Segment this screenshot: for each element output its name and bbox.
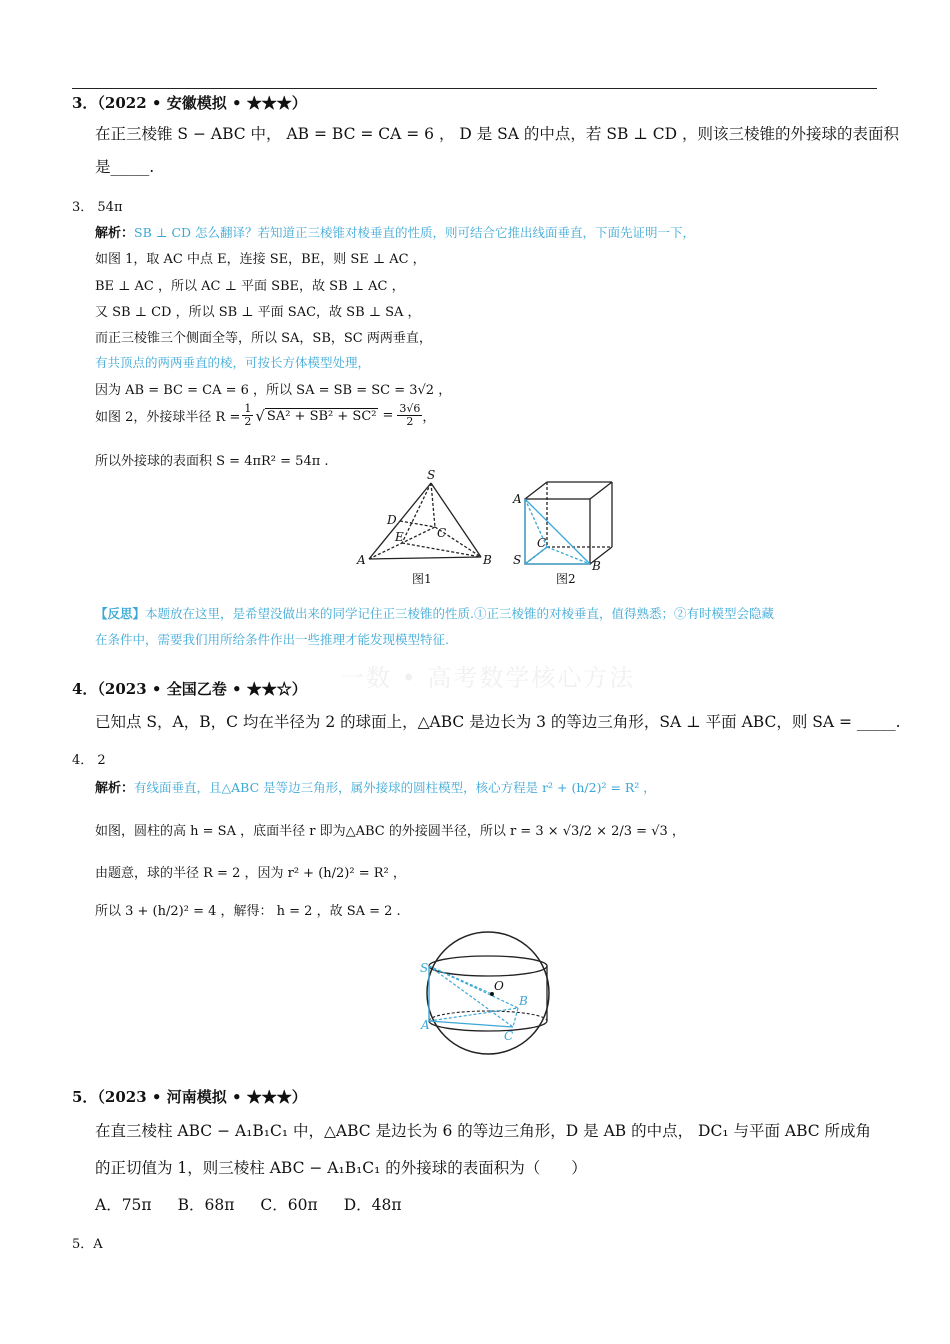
q3-area-line: 所以外接球的表面积 S = 4πR² = 54π . — [95, 454, 329, 469]
q4-solution-hint-line — [95, 777, 656, 796]
q3-solution-line2: BE ⊥ AC ，所以 AC ⊥ 平面 SBE，故 SB ⊥ AC ， — [95, 279, 405, 294]
fig2-caption: 图2 — [556, 572, 576, 586]
q3-equal-sign: = — [382, 408, 394, 423]
q5-stem-line1: 在直三棱柱 ABC − A₁B₁C₁ 中，△ABC 是边长为 6 的等边三角形，D 是 AB 的中点， DC₁ 与平面 ABC 所成角 — [95, 1122, 872, 1140]
q3-reflect-text1: 本题放在这里，是希望没做出来的同学记住正三棱锥的性质.①正三棱锥的对棱垂直，值得熟悉；②有时模型会隐藏 — [145, 606, 774, 621]
q5-option-d: D．48π — [343, 1196, 402, 1214]
fig1-label-S: S — [427, 468, 436, 482]
fig2-label-S: S — [513, 553, 522, 567]
q3-solution-line1: 如图 1，取 AC 中点 E，连接 SE，BE，则 SE ⊥ AC ， — [95, 252, 426, 267]
q3-frac-radius — [397, 403, 422, 428]
q4-stem-line1: 已知点 S，A，B，C 均在半径为 2 的球面上，△ABC 是边长为 3 的等边三角形，SA ⊥ 平面 ABC，则 SA = _____. — [95, 713, 901, 731]
fig1-label-E: E — [395, 530, 404, 544]
q3-radius-line — [95, 403, 435, 428]
q4-solution-line1: 如图，圆柱的高 h = SA ，底面半径 r 即为△ABC 的外接圆半径，所以 r = 3 × √3/2 × 2/3 = √3 ， — [95, 824, 685, 839]
watermark: 一数 • 高考数学核心方法 — [340, 664, 636, 692]
q3-frac-half-num: 1 — [244, 402, 252, 415]
fig2-label-C: C — [537, 536, 547, 550]
fig2-label-A: A — [513, 492, 522, 506]
q3-answer: 3． 54π — [72, 200, 123, 215]
figure1-tetrahedron — [355, 465, 505, 590]
fig1-label-D: D — [387, 513, 397, 527]
q3-solution-line4: 而正三棱锥三个侧面全等，所以 SA，SB，SC 两两垂直， — [95, 331, 432, 346]
q3-solution-label: 解析： — [95, 226, 135, 241]
q3-solution-line3: 又 SB ⊥ CD ，所以 SB ⊥ 平面 SAC，故 SB ⊥ SA ， — [95, 305, 421, 320]
sphere-label-S: S — [420, 961, 429, 975]
figure2-cube — [510, 475, 625, 590]
q5-option-c: C．60π — [260, 1196, 318, 1214]
q4-solution-line3: 所以 3 + (h/2)² = 4 ，解得： h = 2 ，故 SA = 2 . — [95, 904, 401, 919]
sphere-label-A: A — [421, 1018, 430, 1032]
q3-solution-hint: SB ⊥ CD 怎么翻译？若知道正三棱锥对棱垂直的性质，则可结合它推出线面垂直，下面先证明一下， — [134, 225, 696, 240]
fig1-label-B: B — [483, 553, 492, 567]
q3-stem-line1: 在正三棱锥 S − ABC 中， AB = BC = CA = 6 ， D 是 SA 的中点，若 SB ⊥ CD ，则该三棱锥的外接球的表面积 — [95, 125, 899, 143]
q4-answer: 4． 2 — [72, 753, 106, 768]
q3-reflect-line2: 在条件中，需要我们用所给条件作出一些推理才能发现模型特征. — [95, 632, 449, 647]
sphere-label-C: C — [504, 1029, 514, 1043]
q4-header: 4．（2023 • 全国乙卷 • ★★☆） — [72, 680, 307, 698]
figure-sphere-cylinder — [418, 928, 558, 1058]
q3-solution-ab-line: 因为 AB = BC = CA = 6 ，所以 SA = SB = SC = 3√2 ， — [95, 383, 452, 398]
sphere-label-O: O — [494, 979, 504, 993]
q5-header: 5．（2023 • 河南模拟 • ★★★） — [72, 1088, 307, 1106]
q3-reflect-line1 — [95, 604, 774, 622]
q3-radius-suffix: ， — [422, 410, 436, 425]
q3-frac-radius-den: 2 — [406, 415, 414, 428]
q3-frac-half — [242, 403, 253, 428]
q3-solution-hint-line — [95, 222, 695, 241]
q5-answer: 5．A — [72, 1237, 103, 1252]
fig2-label-B: B — [592, 559, 601, 573]
q5-option-a: A．75π — [95, 1196, 152, 1214]
fig1-label-C: C — [437, 526, 447, 540]
q3-frac-half-den: 2 — [244, 415, 252, 428]
q3-root-expr: SA² + SB² + SC² — [266, 408, 377, 424]
q5-options — [95, 1193, 402, 1215]
q3-model-hint: 有共顶点的两两垂直的棱，可按长方体模型处理， — [95, 355, 371, 370]
q3-radius-prefix: 如图 2，外接球半径 R = — [95, 410, 241, 425]
q5-option-b: B．68π — [177, 1196, 235, 1214]
q5-stem-line2: 的正切值为 1，则三棱柱 ABC − A₁B₁C₁ 的外接球的表面积为（ ） — [95, 1159, 587, 1177]
q4-solution-label: 解析： — [95, 781, 135, 796]
fig1-caption: 图1 — [412, 572, 432, 586]
sqrt-icon: √ — [255, 406, 265, 425]
q3-stem-line2: 是_____. — [95, 158, 155, 176]
top-rule — [72, 88, 877, 89]
q3-frac-radius-num: 3√6 — [399, 402, 421, 415]
q4-solution-line2: 由题意，球的半径 R = 2 ，因为 r² + (h/2)² = R² ， — [95, 866, 406, 881]
q4-solution-hint: 有线面垂直，且△ABC 是等边三角形，属外接球的圆柱模型，核心方程是 r² + (h/2)² = R² ， — [134, 780, 656, 795]
q3-reflect-label: 【反思】 — [95, 606, 146, 621]
fig1-label-A: A — [357, 553, 366, 567]
q3-header: 3．（2022 • 安徽模拟 • ★★★） — [72, 94, 307, 112]
sphere-label-B: B — [519, 994, 528, 1008]
